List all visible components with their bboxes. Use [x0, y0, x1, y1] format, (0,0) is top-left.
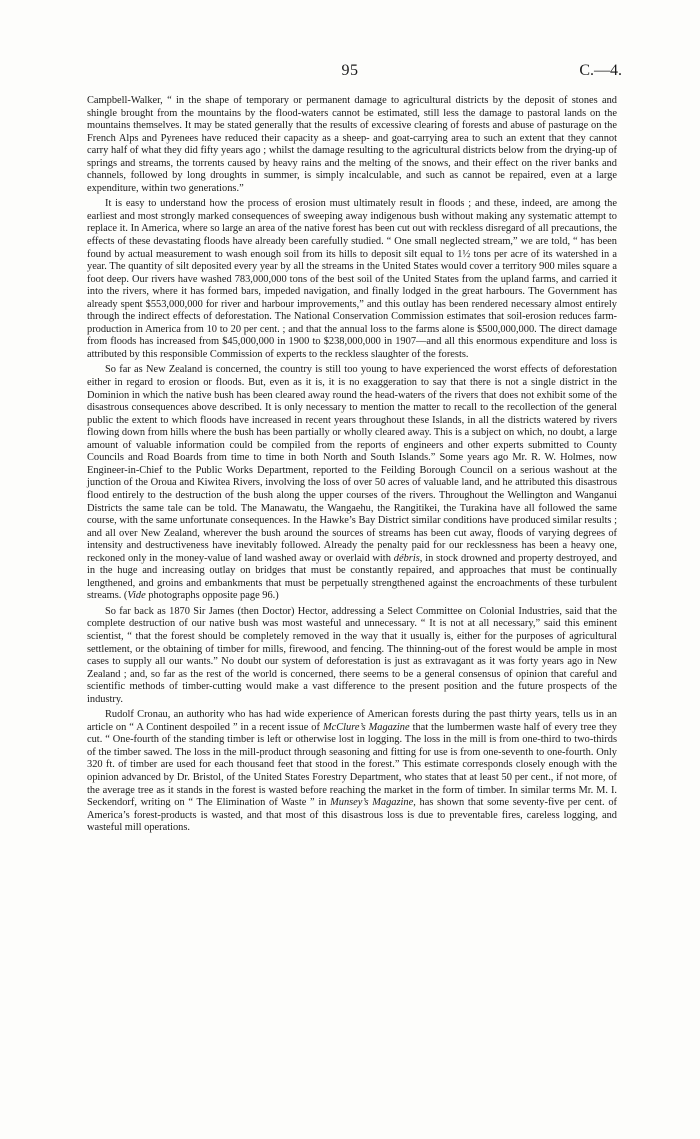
paragraph-3-text-a: So far as New Zealand is concerned, the country is still too young to have experienced the worst effects of deforestation either in regard to erosion or floods. But, even as it is, it is no exaggeration to say that there is not a single district in the Dominion in which the native bush has been cleared away round the head-waters of the rivers that does not exhibit some of the disastrous consequences above described. It is only necessary to mention the matter to recall to the recollection of the general public the extent to which floods have increased in recent years throughout these Islands, in all the districts watered by rivers flowing down from hills where the bush has been partially or wholly cleared away. This is a subject on which, no doubt, a large amount of valuable information could be compiled from the reports of engineers and other experts submitted to County Councils and Road Boards from time to time in both North and South Islands.” Some years ago Mr. R. W. Holmes, now Engineer-in-Chief to the Public Works Department, reported to the Feilding Borough Council on a serious washout at the junction of the Oroua and Kiwitea Rivers, involving the loss of over 50 acres of valuable land, and he attributed this disastrous flood entirely to the destruction of the bush along the upper courses of the rivers. Throughout the Wellington and Wanganui Districts the same tale can be told. The Manawatu, the Wangaehu, the Rangitikei, the Turakina have all followed the same course, with the same unfortunate consequences. In the Hawke’s Bay District similar conditions have produced similar results ; and all over New Zealand, wherever the bush around the sources of streams has been cut away, floods of varying degrees of intensity and destructiveness have inevitably followed. Already the penalty paid for our recklessness has been a heavy one, reckoned only in the money-value of land washed away or overlaid with: [87, 364, 617, 564]
paragraph-2: It is easy to understand how the process of erosion must ultimately result in floods ; and these, indeed, are among the earliest and most strongly marked consequences of sweeping away indigenous bush without making any systematic attempt to replace it. In America, where so large an area of the native forest has been cut out with reckless disregard of all precautions, the effects of these devastating floods have already been carefully studied. “ One small neglected stream,” we are told, “ has been found by actual measurement to wash enough soil from its hills to deposit silt equal to 1½ tons per acre of its watershed in a year. The quantity of silt deposited every year by all the streams in the United States would cover a territory 900 miles square a foot deep. Our rivers have washed 783,000,000 tons of the best soil of the United States from the upland farms, and carried it into the rivers, where it has formed bars, impeded navigation, and finally lodged in the great harbours. The Government has already spent $553,000,000 for river and harbour improvements,” and this outlay has been rendered necessary almost entirely through the indirect effects of deforestation. The National Conservation Commission estimates that soil-erosion reduces farm-production in America from 10 to 20 per cent. ; and that the annual loss to the farms alone is $500,000,000. The direct damage from floods has increased from $45,000,000 in 1900 to $238,000,000 in 1907—and all this enormous expenditure and loss is attributed by this responsible Commission of experts to the reckless slaughter of the forests.: [87, 198, 617, 360]
paragraph-3: [87, 364, 617, 602]
paragraph-4: So far back as 1870 Sir James (then Doctor) Hector, addressing a Select Committee on Colonial Industries, said that the complete destruction of our native bush was most wasteful and unnecessary. “ It is not at all necessary,” said this eminent scientist, “ that the forest should be completely removed in the way that it usually is, either for the purposes of agricultural settlement, or the obtaining of timber for mills, firewood, and fencing. The thinning-out of the forest would be ample in most cases to supply all our wants.” No doubt our system of deforestation is just as extravagant as it was forty years ago in New Zealand ; and, so far as the rest of the world is concerned, there seems to be a general consensus of opinion that careful and scientific methods of timber-cutting would make a vast difference to the present position and the future prospects of the industry.: [87, 605, 617, 705]
paragraph-5: [87, 709, 617, 834]
page-number: 95: [341, 62, 359, 79]
paragraph-5-text-c: , has shown that some seventy-five per cent. of America’s forest-products is wasted, and that most of this disastrous loss is due to preventable fires, careless logging, and wasteful mill operations.: [87, 797, 617, 834]
mcclures-magazine-italic: McClure’s Magazine: [322, 721, 410, 733]
paragraph-5-text-a: Rudolf Cronau, an authority who has had wide experience of American forests during the past thirty years, tells us in an article on “ A Continent despoiled ” in a recent issue of: [87, 709, 617, 733]
paragraph-3-text-c: photographs opposite page 96.): [145, 590, 279, 602]
munseys-magazine-italic: Munsey’s Magazine: [330, 797, 414, 809]
paragraph-5-text-b: that the lumbermen waste half of every tree they cut. “ One-fourth of the standing timber is left or otherwise lost in logging. The loss in the mill is from one-third to two-thirds of the timber sawed. The loss in the mill-product through seasoning and fitting for use is from one-seventh to one-fourth. Only 320 ft. of timber are used for each thousand feet that stood in the forest.” This estimate corresponds closely enough with the opinion advanced by Dr. Bristol, of the United States Forestry Department, who states that at least 50 per cent., if not more, of the average tree as it stands in the forest is wasted before reaching the market in the form of timber. In similar terms Mr. M. I. Seckendorf, writing on “ The Elimination of Waste ” in: [87, 721, 617, 809]
paragraph-1: Campbell-Walker, “ in the shape of temporary or permanent damage to agricultural districts by the deposit of stones and shingle brought from the mountains by the flood-waters cannot be estimated, still less the damage to pastoral lands on the mountains themselves. It may be stated generally that the results of excessive clearing of forests and abuse of pasturage on the French Alps and Pyrenees have reduced their capacity as a sheep- and goat-carrying area to such an extent that they cannot carry half of what they did fifty years ago ; whilst the damage resulting to the agricultural districts below from the drying-up of springs and streams, the torrents caused by heavy rains and the melting of the snows, and their effect on the river banks and channels, followed by long droughts in summer, is simply incalculable, and such as cannot be repaired, even at a large expenditure, within two generations.”: [87, 95, 617, 194]
paragraph-3-debris-italic: débris: [393, 552, 420, 564]
body-text: [87, 95, 617, 835]
paragraph-3-text-b: , in stock drowned and property destroyed, and in the huge and increasing outlay on bridges that must be constantly repaired, and approaches that must be continually lengthened, and groins and embankments that must be perpetually strengthened against the encroachments of these turbulent streams. (: [87, 552, 617, 602]
document-reference: C.—4.: [579, 62, 622, 79]
paragraph-3-vide-italic: Vide: [127, 590, 146, 602]
